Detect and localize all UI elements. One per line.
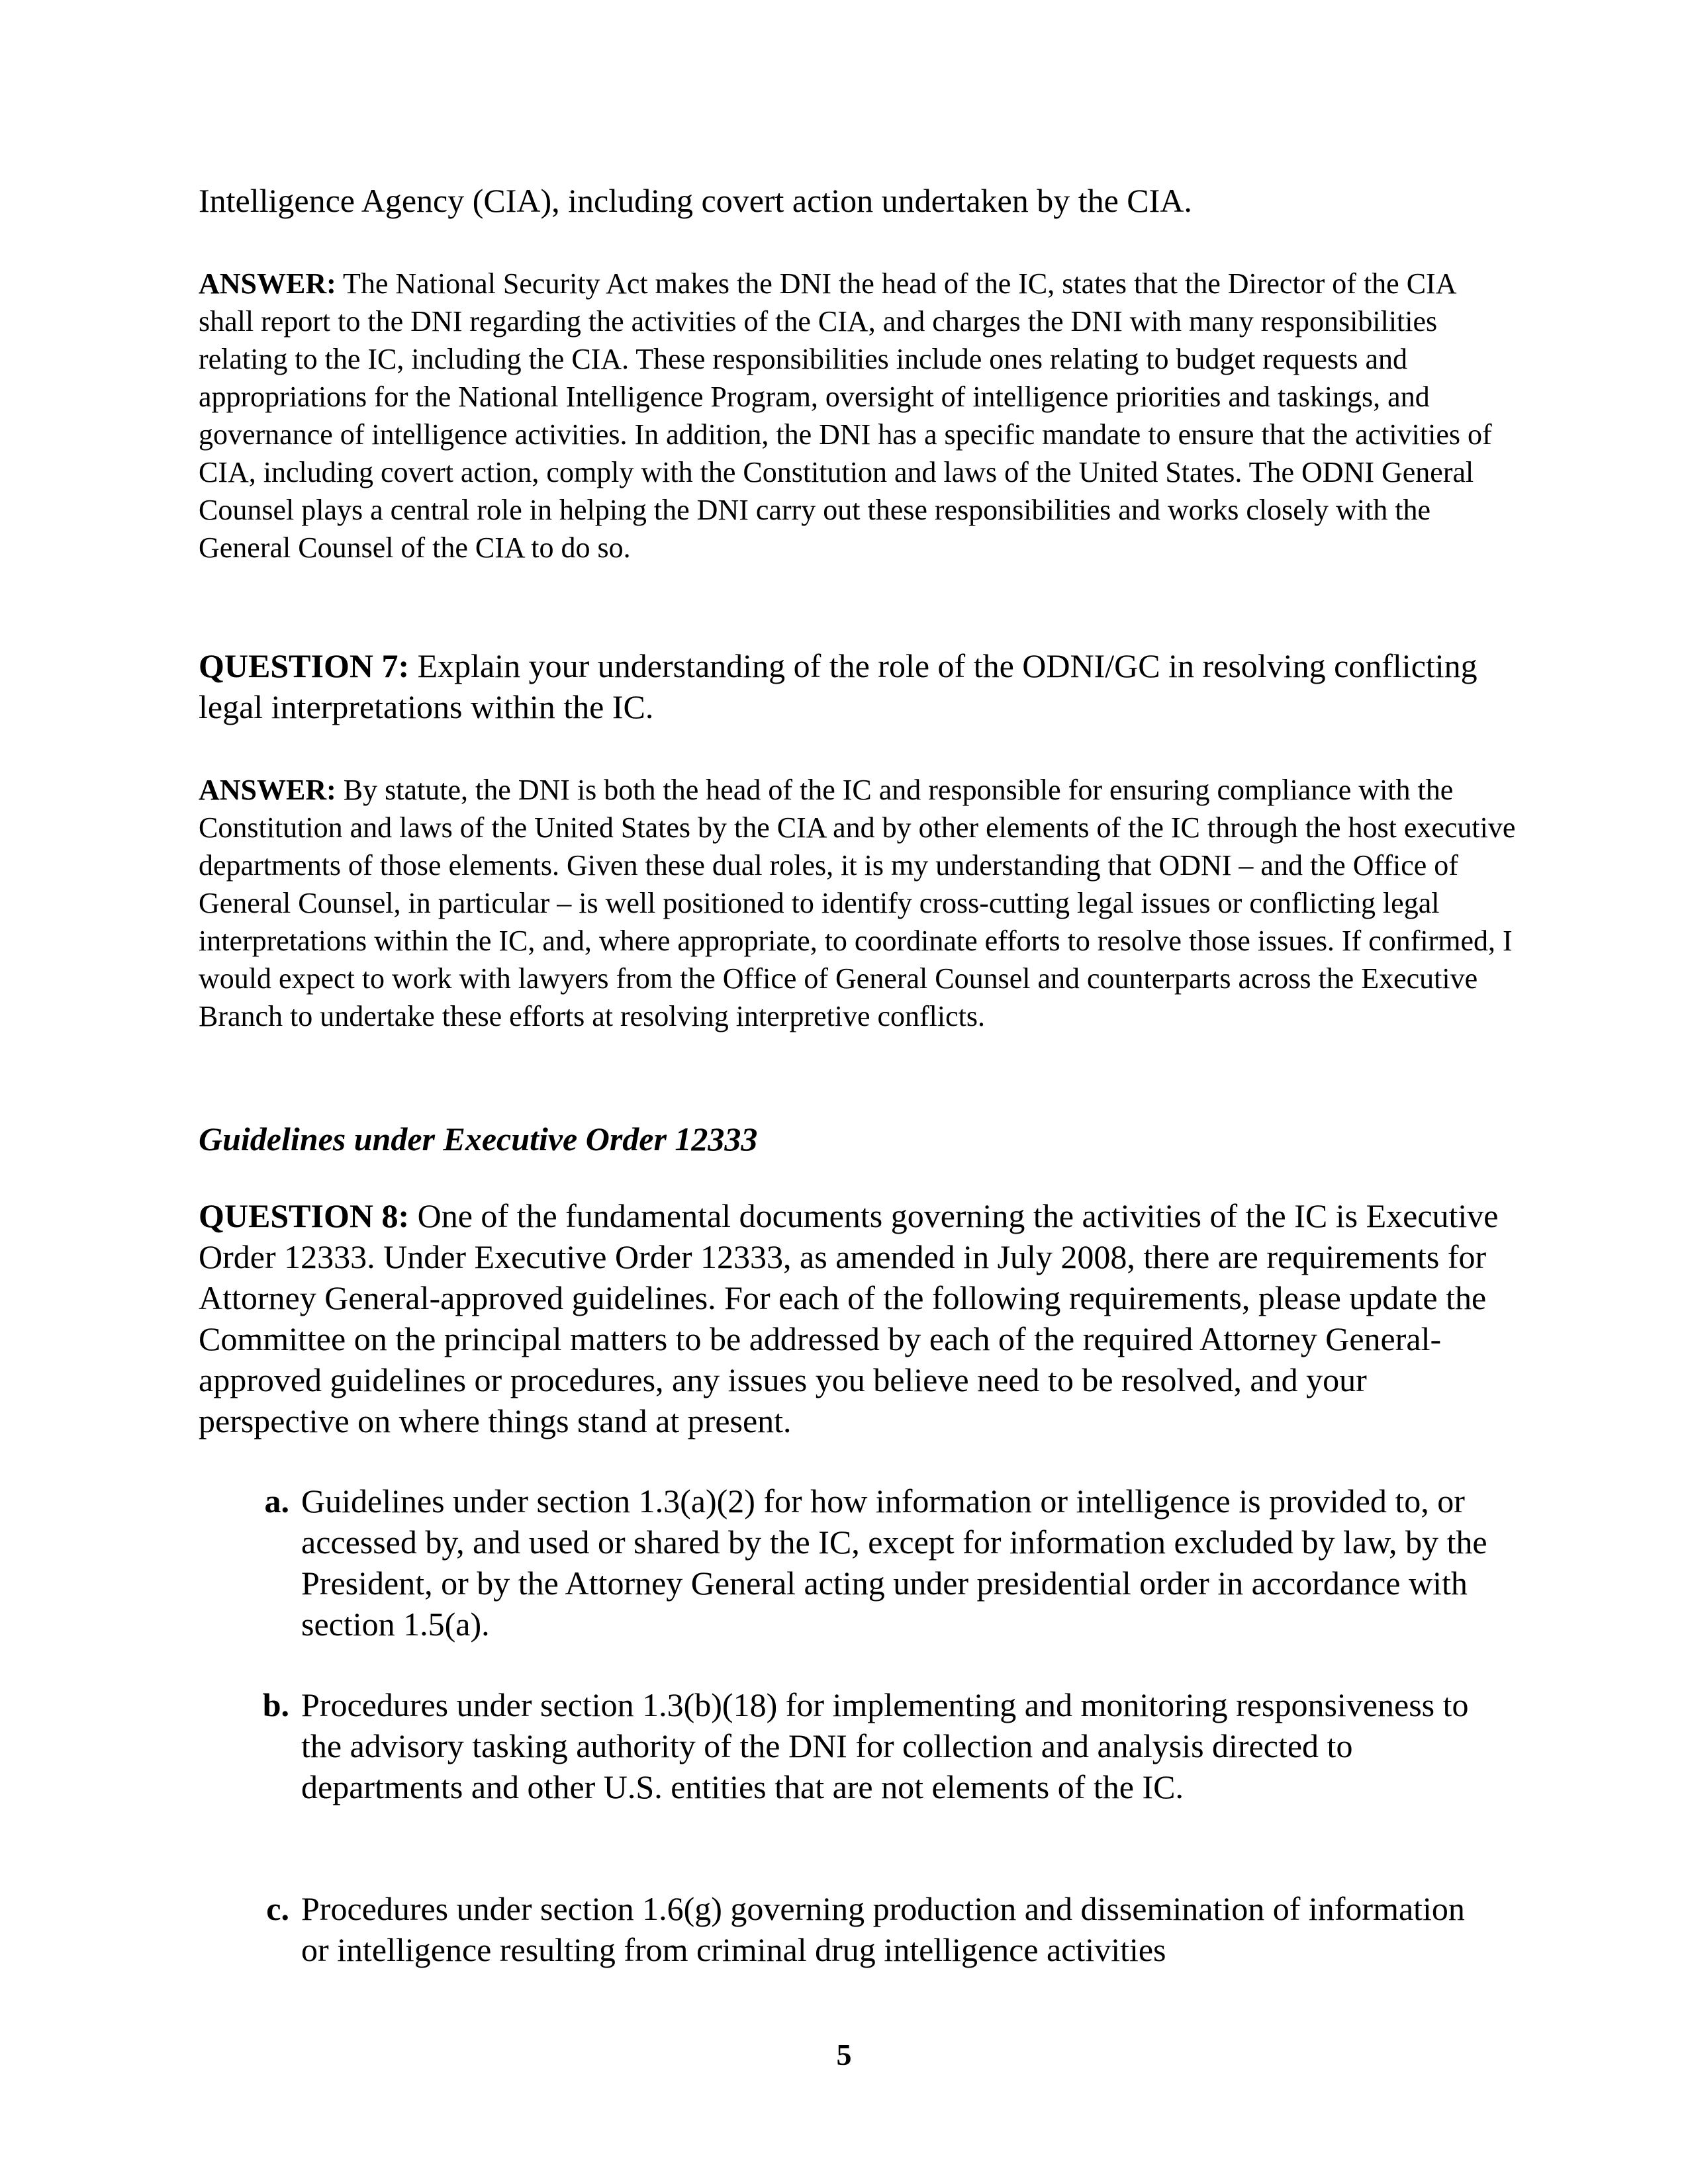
answer-label: ANSWER: [199, 774, 336, 806]
continuation-text: Intelligence Agency (CIA), including covert action undertaken by the CIA. [199, 182, 1192, 219]
list-marker: b. [262, 1686, 289, 1723]
answer-text: By statute, the DNI is both the head of the IC and responsible for ensuring compliance with the Constitution and laws of the United States by the CIA and by other elements of the IC through the host executive departments of those elements. Given these dual roles, it is my understanding that ODNI – and the Office of General Counsel, in particular – is well positioned to identify cross-cutting legal issues or conflicting legal interpretations within the IC, and, where appropriate, to coordinate efforts to resolve those issues. If confirmed, I would expect to work with lawyers from the Office of General Counsel and counterparts across the Executive Branch to undertake these efforts at resolving interpretive conflicts. [199, 774, 1516, 1032]
question-7 [199, 645, 1516, 727]
question-label: QUESTION 8: [199, 1197, 410, 1234]
section-heading: Guidelines under Executive Order 12333 [199, 1120, 758, 1158]
list-item-text: Guidelines under section 1.3(a)(2) for how information or intelligence is provided to, or accessed by, and used or shared by the IC, except for information excluded by law, by the President, or by the Attorney General acting under presidential order in accordance with section 1.5(a). [301, 1482, 1487, 1643]
question-text: Explain your understanding of the role of the ODNI/GC in resolving conflicting legal interpretations within the IC. [199, 647, 1477, 725]
page-number: 5 [836, 2038, 852, 2071]
answer-7 [199, 771, 1516, 1035]
list-item-c [266, 1888, 1493, 1970]
question-text: One of the fundamental documents governing the activities of the IC is Executive Order 12333. Under Executive Order 12333, as amended in July 2008, there are requirements for Attorney General-approved guidelines. For each of the following requirements, please update the Committee on the principal matters to be addressed by each of the required Attorney General-approved guidelines or procedures, any issues you believe need to be resolved, and your perspective on where things stand at present. [199, 1197, 1499, 1439]
answer-text: The National Security Act makes the DNI the head of the IC, states that the Director of the CIA shall report to the DNI regarding the activities of the CIA, and charges the DNI with many responsibilities relating to the IC, including the CIA. These responsibilities include ones relating to budget requests and appropriations for the National Intelligence Program, oversight of intelligence priorities and taskings, and governance of intelligence activities. In addition, the DNI has a specific mandate to ensure that the activities of CIA, including covert action, comply with the Constitution and laws of the United States. The ODNI General Counsel plays a central role in helping the DNI carry out these responsibilities and works closely with the General Counsel of the CIA to do so. [199, 267, 1492, 564]
question-label: QUESTION 7: [199, 647, 410, 684]
list-item-b [262, 1684, 1493, 1807]
answer-label: ANSWER: [199, 267, 336, 300]
list-marker: c. [266, 1890, 289, 1927]
answer-6 [199, 265, 1516, 567]
question-8 [199, 1195, 1516, 1441]
list-marker: a. [264, 1482, 289, 1520]
list-item-text: Procedures under section 1.6(g) governing production and dissemination of information or intelligence resulting from criminal drug intelligence activities [301, 1890, 1465, 1968]
list-item-text: Procedures under section 1.3(b)(18) for implementing and monitoring responsiveness to the advisory tasking authority of the DNI for collection and analysis directed to departments and other U.S. entities that are not elements of the IC. [301, 1686, 1469, 1805]
list-item-a [264, 1480, 1493, 1645]
